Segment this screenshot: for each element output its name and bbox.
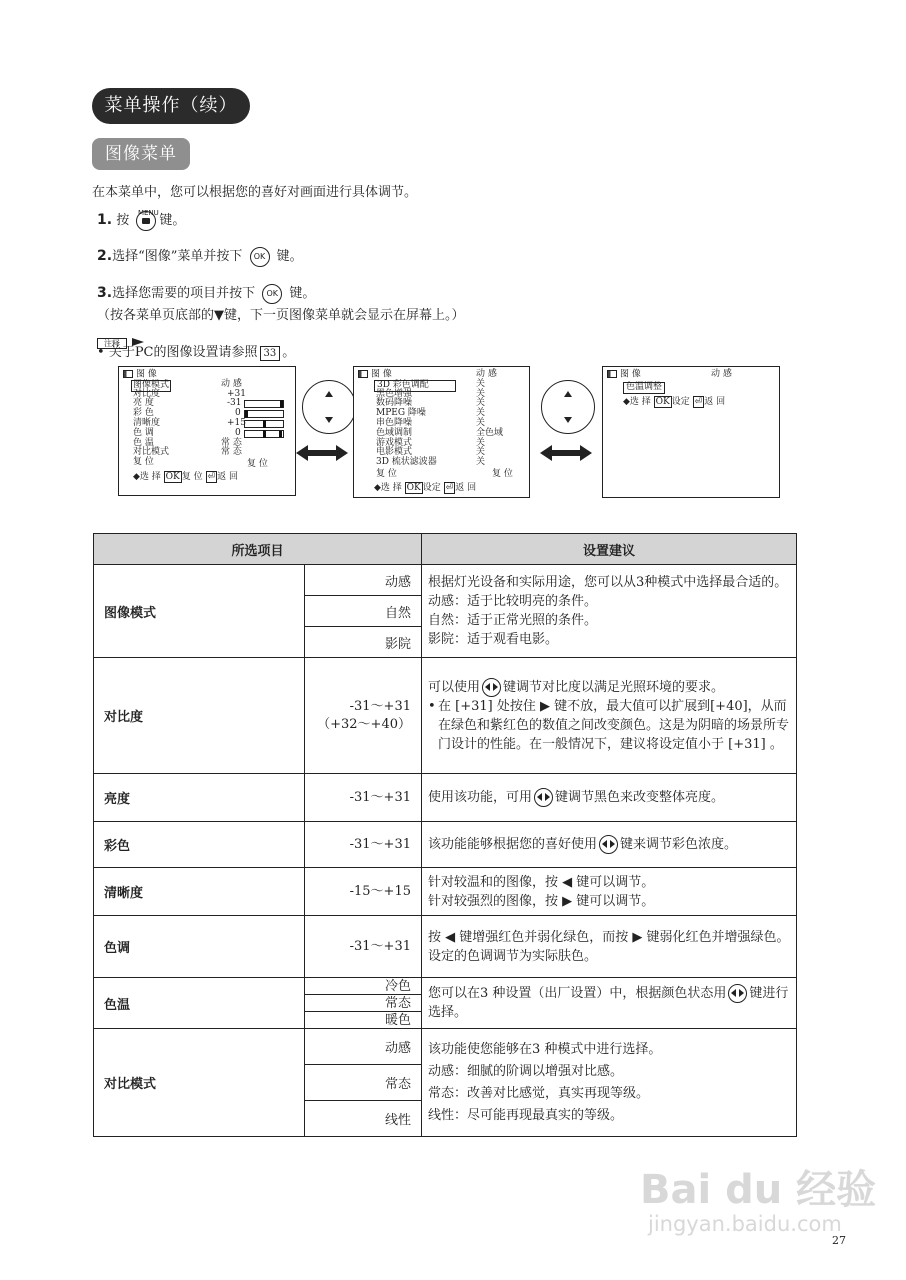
desc-line: 线性：尽可能再现最真实的等级。 [428,1107,624,1123]
osd1-select-hint: ◆选 择 [133,471,161,482]
desc-cell [422,565,797,658]
option-cell: 影院 [305,627,422,658]
section-title: 菜单操作（续） [92,88,250,124]
option-cell: 暖色 [305,1012,422,1029]
option-cell: 常态 [305,1065,422,1101]
osd1-title: 图 像 [136,369,157,380]
step-3-post: 键。 [289,286,316,301]
desc-text: 键调节对比度以满足光照环境的要求。 [503,679,725,695]
osd1-label: 色 调 [133,427,154,438]
page-ref: 33 [260,346,281,361]
step-2 [97,245,303,267]
slider-bar[interactable] [244,430,284,438]
table-row [94,1029,797,1065]
desc-line: 常态：改善对比感觉，真实再现等级。 [428,1085,650,1101]
step-2-text: 选择“图像”菜单并按下 [112,249,243,264]
row-name: 对比度 [94,658,305,774]
osd2-value: 复 位 [492,468,513,479]
osd2-title-value: 动 感 [476,369,497,379]
table-row [94,822,797,868]
bullet-icon: • [428,698,436,714]
slider-bar[interactable] [244,410,284,418]
table-row [94,916,797,978]
desc-line [428,678,790,697]
desc-cell [422,774,797,822]
desc-text: 键进行选择。 [428,986,789,1020]
step-1-post: 键。 [159,213,186,228]
osd3-footer [603,398,779,408]
osd2-row[interactable] [354,470,529,480]
option-cell: 自然 [305,596,422,627]
osd1-value: 0 [235,408,241,419]
watermark-url: jingyan.baidu.com [648,1212,842,1236]
desc-cell [422,868,797,916]
osd1-label: 复 位 [133,457,154,468]
osd2-value: 全色域 [476,427,504,438]
osd2-value: 关 [476,408,486,419]
left-right-key-icon [728,984,747,1003]
osd3-label: 色温调整 [623,382,665,394]
range-value: -31～+31 [349,698,411,714]
double-arrow-icon [540,443,592,463]
range-value: （+32～+40） [317,716,411,732]
sub-title: 图像菜单 [92,138,190,170]
note-end: 。 [282,345,296,360]
desc-text: 在 [+31] 处按住 ▶ 键不放，最大值可以扩展到[+40]，从而在绿色和紫红色的数值之间改变颜色。这是为阴暗的场景所专门设计的性能。在一般情况下，建议将设定值小于 [+31] 。 [438,698,790,752]
header-advice: 设置建议 [422,534,797,565]
osd1-label: 清晰度 [133,417,161,428]
back-key-icon: ⏎ [207,471,216,482]
osd1-label: 彩 色 [133,408,154,419]
desc-text: 键来调节彩色浓度。 [620,837,738,852]
row-name: 对比模式 [94,1029,305,1137]
slider-bar[interactable] [244,400,284,408]
picture-menu-icon [123,370,133,378]
osd2-label: 3D 彩色调配 [374,380,456,392]
desc-cell [422,1029,797,1137]
osd2-value: 关 [476,378,486,389]
osd-picture-page-1 [118,366,296,496]
osd2-select-hint: ◆选 择 [374,482,402,493]
desc-line: 针对较强烈的图像，按 ▶ 键可以调节。 [428,893,655,909]
table-row [94,658,797,774]
range-cell [305,658,422,774]
left-right-key-icon [534,788,553,807]
step-2-post: 键。 [276,249,303,264]
row-name: 清晰度 [94,868,305,916]
down-arrow-icon [325,417,333,423]
table-row [94,774,797,822]
row-name: 色调 [94,916,305,978]
osd1-value: 常 态 [221,437,242,448]
table-row [94,565,797,596]
ok-key-icon: OK [250,247,270,267]
menu-key-label: MENU [137,208,159,217]
osd2-label: 游戏模式 [376,437,413,448]
osd2-value: 关 [476,417,486,428]
desc-text: 使用该功能，可用 [428,790,533,805]
row-name: 图像模式 [94,565,305,658]
ok-box: OK [406,482,421,493]
note-label-row [97,331,144,348]
desc-bullet [428,697,790,754]
option-cell: 冷色 [305,978,422,995]
range-cell: -15～+15 [305,868,422,916]
range-cell: -31～+31 [305,774,422,822]
osd1-label: 色 温 [133,437,154,448]
osd2-title-row [354,370,529,380]
back-key-icon: ⏎ [445,482,454,493]
ok-key-icon: OK [262,284,282,304]
desc-line: 动感：细腻的阶调以增强对比感。 [428,1063,624,1079]
range-cell: -31～+31 [305,916,422,978]
desc-line: 该功能使您能够在3 种模式中进行选择。 [428,1041,662,1057]
row-name: 亮度 [94,774,305,822]
menu-key-icon [136,208,159,231]
osd2-label: 串色降噪 [376,417,413,428]
osd2-set-hint: 设定 [422,482,441,493]
table-row [94,868,797,916]
note-bullet-icon: • [97,345,105,360]
slider-mark [263,420,266,428]
osd3-select-hint: ◆选 择 [623,396,651,407]
step-3-note: （按各菜单页底部的▼键，下一页图像菜单就会显示在屏幕上。） [97,308,465,323]
osd1-value: +15 [227,417,246,428]
osd2-label: 色域调制 [376,427,413,438]
step-3-number: 3. [97,285,113,301]
osd2-value: 关 [476,447,486,458]
osd2-label: 电影模式 [376,447,413,458]
option-cell: 动感 [305,565,422,596]
osd1-back-hint: 返 回 [217,471,238,482]
up-down-key-icon [302,380,356,434]
osd2-label: 黑色增强 [376,388,413,399]
row-name: 色温 [94,978,305,1029]
settings-table [93,533,797,1137]
osd2-label: 数码降噪 [376,398,413,409]
down-arrow-icon [564,417,572,423]
desc-text: 该功能能够根据您的喜好使用 [428,837,598,852]
slider-bar[interactable] [244,420,284,428]
osd1-label: 对比模式 [133,447,170,458]
left-right-key-icon [482,678,501,697]
desc-cell: 按 ◀ 键增强红色并弱化绿色，而按 ▶ 键弱化红色并增强绿色。设定的色调调节为实际肤色。 [422,916,797,978]
slider-mark [263,430,266,438]
desc-line: 针对较温和的图像，按 ◀ 键可以调节。 [428,874,655,890]
osd-picture-page-3 [602,366,780,498]
picture-menu-icon [607,370,617,378]
osd2-label: 复 位 [376,468,397,479]
step-1-pre: 按 [116,213,130,228]
picture-menu-icon [358,370,368,378]
osd3-title: 图 像 [620,369,641,380]
osd3-title-value: 动 感 [711,369,732,379]
osd1-value: -31 [227,398,242,409]
osd1-reset-hint: 复 位 [181,471,203,482]
osd1-label: 对比度 [133,388,161,399]
desc-cell [422,658,797,774]
step-1 [97,208,185,232]
osd1-value: 0 [235,427,241,438]
osd3-set-hint: 设定 [671,396,690,407]
page-number: 27 [832,1234,846,1247]
left-right-key-icon [599,835,618,854]
desc-line: 根据灯光设备和实际用途，您可以从3种模式中选择最合适的。 [428,575,788,590]
osd3-back-hint: 返 回 [704,396,726,407]
desc-line: 自然：适于正常光照的条件。 [428,613,598,628]
row-name: 彩色 [94,822,305,868]
osd2-footer [354,484,529,494]
table-header-row [94,534,797,565]
osd1-row[interactable] [119,458,295,468]
osd2-back-hint: 返 回 [455,482,477,493]
step-2-number: 2. [97,248,113,264]
option-cell: 线性 [305,1101,422,1137]
osd1-value: 动 感 [221,378,242,389]
header-item: 所选项目 [94,534,422,565]
osd3-row[interactable] [603,382,779,392]
osd2-label: 3D 梳状滤波器 [376,457,437,468]
note-line [97,344,295,362]
osd2-value: 关 [476,457,486,468]
osd2-title: 图 像 [371,369,392,380]
desc-line: 动感：适于比较明亮的条件。 [428,594,598,609]
desc-cell [422,822,797,868]
ok-box: OK [165,471,180,482]
desc-text: 键调节黑色来改变整体亮度。 [555,790,725,805]
desc-text: 您可以在3 种设置（出厂设置）中，根据颜色状态用 [428,986,727,1001]
double-arrow-icon [296,443,348,463]
osd2-value: 关 [476,398,486,409]
osd1-label: 亮 度 [133,398,154,409]
osd1-title-row [119,370,295,380]
osd-picture-page-2 [353,366,530,498]
desc-text: 可以使用 [428,679,481,695]
note-label: 注释 [97,338,127,349]
table-row [94,978,797,995]
ok-box: OK [655,396,670,407]
option-cell: 动感 [305,1029,422,1065]
slider-mark [245,410,248,418]
back-key-icon: ⏎ [694,396,703,407]
up-down-key-icon [541,380,595,434]
osd2-row[interactable] [354,458,529,468]
step-1-number: 1. [97,212,113,228]
desc-line: 影院：适于观看电影。 [428,632,559,647]
watermark-brand: Bai du 经验 [640,1167,877,1213]
osd1-label: 图像模式 [133,379,170,390]
up-arrow-icon [325,391,333,397]
osd2-value: 关 [476,388,486,399]
osd1-footer [119,473,295,483]
intro-text: 在本菜单中，您可以根据您的喜好对画面进行具体调节。 [92,185,418,200]
step-3-text: 选择您需要的项目并按下 [112,286,256,301]
option-cell: 常态 [305,995,422,1012]
slider-mark [280,400,283,408]
step-3 [97,282,315,304]
osd1-value: 常 态 [221,447,242,458]
osd3-title-row [603,370,779,380]
osd2-value: 关 [476,437,486,448]
osd2-label: MPEG 降噪 [376,408,426,419]
range-cell: -31～+31 [305,822,422,868]
osd1-value: +31 [227,388,246,399]
desc-cell [422,978,797,1029]
up-arrow-icon [564,391,572,397]
note-text: 关于PC的图像设置请参照 [108,345,258,360]
osd1-value: 复 位 [247,459,268,470]
